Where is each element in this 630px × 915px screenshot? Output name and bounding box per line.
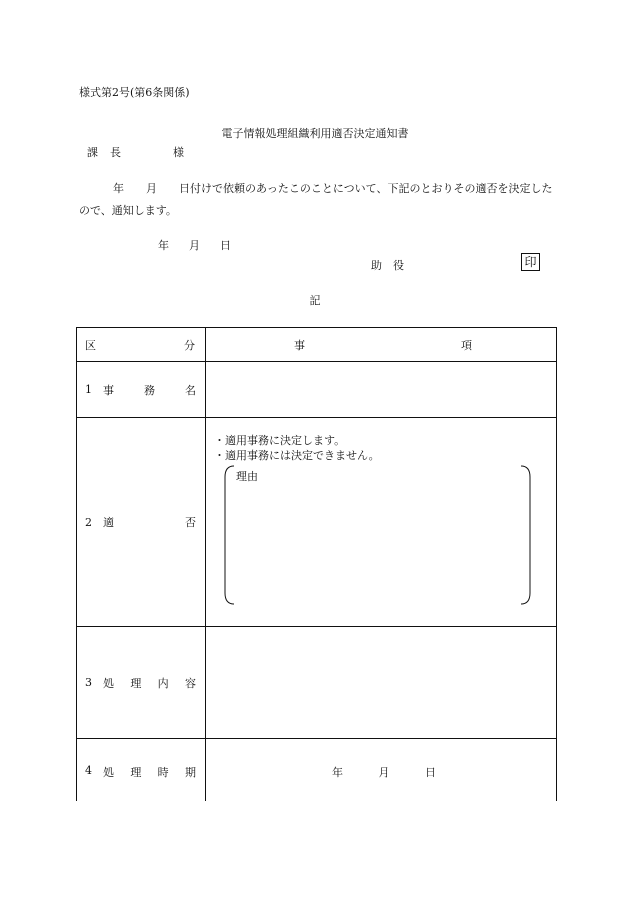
row-number: 2 xyxy=(85,515,92,529)
issue-date xyxy=(158,237,231,253)
addressee-role-2: 長 xyxy=(110,146,121,159)
body-year: 年 xyxy=(113,182,124,195)
row-label-char: 時 xyxy=(157,766,169,779)
option-reject[interactable]: ・適用事務には決定できません。 xyxy=(214,449,380,462)
addressee-honorific: 様 xyxy=(173,146,184,159)
option-approve[interactable]: ・適用事務に決定します。 xyxy=(214,434,346,447)
header-right-2: 項 xyxy=(461,338,472,352)
row-label-char: 事 xyxy=(103,383,114,397)
row-number: 3 xyxy=(85,676,92,689)
row-label-char: 処 xyxy=(103,766,114,779)
body-month: 月 xyxy=(146,182,157,195)
header-left-1: 区 xyxy=(85,338,96,352)
row-label-char: 内 xyxy=(157,676,169,690)
ki-heading: 記 xyxy=(309,294,321,307)
reason-bracket[interactable] xyxy=(222,465,533,605)
issue-year: 年 xyxy=(158,239,169,252)
form-number: 様式第2号(第6条関係) xyxy=(79,86,190,99)
row-label-char: 否 xyxy=(185,516,196,529)
processing-content-field[interactable] xyxy=(206,627,556,738)
period-day: 日 xyxy=(425,766,436,779)
row-label-char: 務 xyxy=(144,383,155,397)
table-row-office-name xyxy=(77,362,556,418)
table-row-processing-period xyxy=(77,739,556,801)
row-label-char: 名 xyxy=(185,383,196,397)
seal-mark: 印 xyxy=(521,253,540,271)
period-month: 月 xyxy=(378,766,390,779)
table-header-row xyxy=(77,328,556,362)
row-label-char: 理 xyxy=(130,676,142,690)
row-label-char: 期 xyxy=(184,766,196,779)
reason-label: 理由 xyxy=(236,470,258,483)
table-row-approval xyxy=(77,418,556,627)
processing-period-field[interactable] xyxy=(206,739,556,801)
header-right-1: 事 xyxy=(294,338,305,352)
decision-table xyxy=(76,327,557,801)
header-left-2: 分 xyxy=(184,338,195,352)
row-number: 1 xyxy=(85,383,92,396)
office-name-field[interactable] xyxy=(206,362,556,417)
issue-day: 日 xyxy=(220,239,231,252)
row-label-char: 理 xyxy=(130,766,142,779)
body-text: 日付けで依頼のあったこのことについて、下記のとおりその適否を決定したので、通知します。 xyxy=(79,182,553,217)
addressee-role: 課 xyxy=(87,146,98,159)
issue-month: 月 xyxy=(189,239,200,252)
row-number: 4 xyxy=(85,764,92,777)
notice-body xyxy=(79,178,553,222)
period-year: 年 xyxy=(332,766,343,779)
row-label-char: 処 xyxy=(103,676,114,690)
row-label-char: 適 xyxy=(103,516,114,529)
sender-title: 助 役 xyxy=(371,259,404,272)
addressee xyxy=(87,144,184,160)
row-label-char: 容 xyxy=(184,676,196,690)
document-title: 電子情報処理組織利用適否決定通知書 xyxy=(221,127,409,140)
table-row-processing-content xyxy=(77,627,556,739)
